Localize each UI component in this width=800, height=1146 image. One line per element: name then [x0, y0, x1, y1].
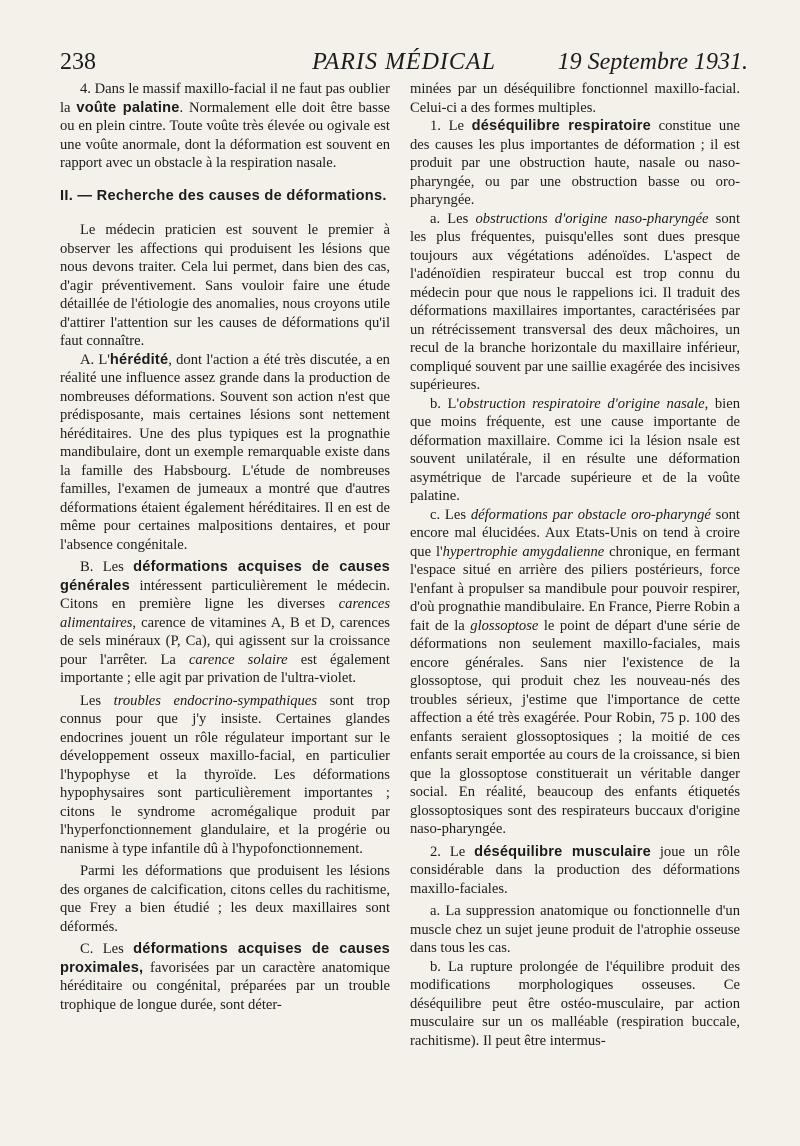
text-run: Les [80, 692, 114, 709]
text-run: B. Les [80, 559, 134, 575]
text-run: C. Les [80, 941, 134, 957]
paragraph-oro-pharyngee [410, 506, 740, 839]
text-run: chronique, en fermant l'espace situé en arrière des piliers postérieurs, force l'enfant à propulser sa mandibule pour pouvoir respirer, d'où prognathie mandibulaire. En France, Pierre Robin a fait de la [410, 543, 740, 634]
text-run: 4. Dans le massif maxillo-facial il ne faut pas oublier la [60, 81, 390, 116]
paragraph-desequilibre-respiratoire [410, 117, 740, 210]
text-run: , carence de vitamines A, B et D, carences de sels minéraux (P, Ca), qui agissent sur la croissance pour l'arrêter. La [60, 614, 390, 668]
text-run: , bien que moins fréquente, est une cause importante de déformation maxillaire. Comme ici la lésion nsale est souvent unilatérale, il en résulte une déformation asymétrique de l'arcade supérieure et de la voûte palatine. [410, 395, 740, 504]
text-run: intéressent particulièrement le médecin. Citons en première ligne les diverses [60, 577, 390, 612]
italic-term: carences alimentaires [60, 596, 390, 631]
text-run: , dont l'action a été très discutée, a en réalité une influence assez grande dans la production de nombreuses déformations. Souvent son action n'est que prédisposante, mais certaines lésions sont nettement héréditaires. Une des plus typiques est la prognathie mandibulaire, dont un exemple remarquable existe dans la famille des Habsbourg. L'étude de nombreuses familles, l'examen de jumeaux a montré que d'autres déformations étaient également héréditaires. Il en est de même pour certaines malpositions dentaires, et pour l'absence congénitale. [60, 351, 390, 553]
bold-term: voûte palatine [76, 99, 180, 116]
italic-term: carence solaire [188, 651, 288, 668]
text-run: 1. Le [430, 118, 472, 134]
text-run: sont trop connus pour que j'y insiste. Certaines glandes endocrines jouent un rôle régulateur important sur le développement osseux maxillo-facial, en particulier l'hypophyse et la thyroïde. Les déformations hypophysaires sont particulièrement importantes ; citons le syndrome acromégalique produit par l'hyperfonctionnement glandulaire, et la progérie ou nanisme à type infantile dû à l'hypofonctionnement. [60, 692, 390, 857]
paragraph-endocrino [60, 692, 390, 859]
page-header [60, 44, 748, 80]
text-run: constitue une des causes les plus importantes de déformation ; il est produit par une obstruction haute, nasale ou naso-pharyngée, ou par une obstruction basse ou oro-pharyngée. [410, 118, 740, 208]
text-run: c. Les [430, 506, 471, 523]
page-number: 238 [60, 49, 96, 75]
text-run: joue un rôle considérable dans la production des déformations maxillo-faciales. [410, 843, 740, 897]
journal-title: PARIS MÉDICAL [312, 49, 496, 75]
bold-term: déformations acquises de causes proximales, [60, 941, 390, 976]
paragraph-nasale [410, 395, 740, 506]
text-run: b. L' [430, 395, 460, 412]
text-run: sont les plus fréquentes, puisqu'elles sont dues presque toujours aux végétations adénoïdes. L'aspect de l'adénoïdien respirateur buccal est trop connu du médecin pour que nous le rappelions ici. Il traduit des déformations maxillaires importantes, caractérisées par un rétrécissement transversal des deux mâchoires, un recul de la branche horizontale du maxillaire inférieur, compliqué souvent par une saillie exagérée des incisives supérieures. [410, 210, 740, 393]
italic-term: déformations par obstacle oro-pharyngé [470, 506, 711, 523]
text-run: le point de départ d'une série de déformations non seulement maxillo-faciales, mais encore générales. Sans nier l'existence de la glossoptose, qui produit chez les nouveau-nés des troubles sérieux, j'estime que l'importance de cette affection a été très exagérée. Pour Robin, 75 p. 100 des enfants seraient glossoptosiques ; la moitié de ces enfants serait emportée au cours de la croissance, si bien que la glossoptose constituerait un véritable danger social. En réalité, beaucoup des enfants étiquetés glossoptosiques sont des respirateurs buccaux d'origine naso-pharyngée. [410, 617, 740, 837]
paragraph-desequilibre-musculaire [410, 843, 740, 899]
paragraph-intro: Le médecin praticien est souvent le premier à observer les affections qui produisent les lésions que nous devons traiter. Cela lui permet, dans bien des cas, d'agir préventivement. Sans vouloir faire une étude détaillée de l'étiologie des anomalies, nous croyons utile d'attirer l'attention sur les causes de déformations qu'il faut connaître. [60, 222, 390, 349]
text-run: . Normalement elle doit être basse ou en plein cintre. Toute voûte très élevée ou ogivale est une voûte anormale, dont la déformation est souvent en rapport avec un obstacle à la respiration nasale. [60, 99, 390, 171]
section-heading: II. — Recherche des causes de déformations. [60, 187, 387, 204]
text-run: 2. Le [430, 843, 475, 860]
text-run: a. Les [430, 210, 476, 227]
paragraph-calcification: Parmi les déformations que produisent les lésions des organes de calcification, citons celles du rachitisme, que Frey a bien étudié ; les deux maxillaires sont déformés. [60, 863, 390, 935]
paragraph-causes-proximales [60, 940, 390, 1014]
left-column [60, 80, 390, 1014]
bold-term: déséquilibre respiratoire [471, 118, 651, 134]
paragraph-suppression: a. La suppression anatomique ou fonctionnelle d'un muscle chez un sujet jeune produit de l'atrophie osseuse dans tous les cas. [410, 903, 740, 956]
paragraph-causes-generales [60, 558, 390, 688]
bold-term: déformations acquises de causes générales [60, 559, 390, 594]
text-run: sont encore mal élucidées. Aux Etats-Unis on tend à croire que l' [410, 506, 740, 560]
bold-term: déséquilibre musculaire [474, 843, 651, 860]
paragraph-continuation: minées par un déséquilibre fonctionnel maxillo-facial. Celui-ci a des formes multiples. [410, 81, 740, 116]
text-run: favorisées par un caractère anatomique héréditaire ou congénital, préparées par un trouble trophique de longue durée, sont déter- [60, 959, 390, 1013]
right-column [410, 80, 740, 1050]
italic-term: hypertrophie amygdalienne [442, 543, 605, 560]
italic-term: troubles endocrino-sympathiques [113, 692, 318, 709]
italic-term: obstructions d'origine naso-pharyngée [475, 210, 709, 227]
issue-date: 19 Septembre 1931. [557, 49, 748, 75]
paragraph-heredite [60, 351, 390, 555]
italic-term: glossoptose [470, 617, 539, 634]
italic-term: obstruction respiratoire d'origine nasale [459, 395, 705, 412]
bold-term: hérédité [109, 351, 169, 368]
paragraph-voute-palatine [60, 80, 390, 173]
text-run: est également importante ; elle agit par privation de l'ultra-violet. [60, 651, 390, 686]
text-run: A. L' [80, 351, 110, 368]
paragraph-rupture: b. La rupture prolongée de l'équilibre produit des modifications morphologiques osseuses. Ce déséquilibre peut être ostéo-musculaire, par action musculaire sur un os malléable (respiration buccale, rachitisme). Il peut être intermus- [410, 958, 740, 1049]
paragraph-naso-pharyngee [410, 210, 740, 395]
